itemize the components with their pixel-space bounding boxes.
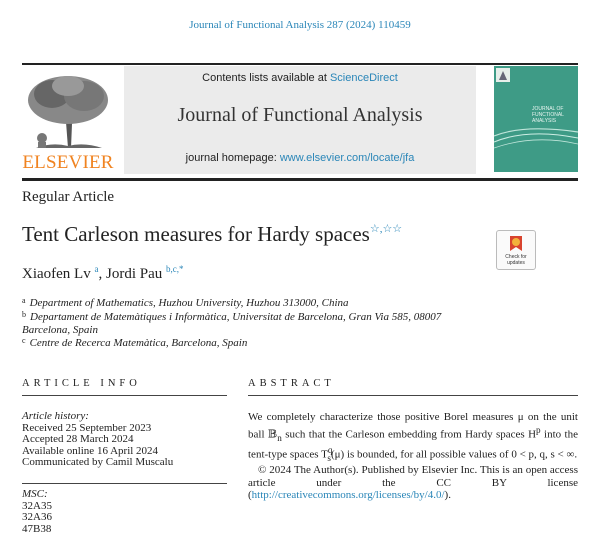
abstract-superscript: p [536,424,541,435]
msc-code: 47B38 [22,522,52,535]
copyright-text: © 2024 The Author(s). Published by Elsevier Inc. This is an open access article under the CC BY license ( [248,464,578,502]
header-top-rule [22,63,578,65]
affiliation-mark: a [22,296,26,305]
author-affiliation-marks[interactable]: b,c,* [165,264,184,274]
abstract-text: We completely characterize those positive Borel measures μ on the unit ball 𝔹 [248,411,578,441]
article-title [22,222,402,247]
affiliation-mark: c [22,336,26,345]
affiliation [22,334,482,350]
article-info-rule [22,395,227,396]
copyright-paragraph [248,464,578,502]
history-line: Available online 16 April 2024 [22,444,159,457]
abstract-text: such that the Carleson embedding from Hardy spaces H [281,428,537,441]
msc-code: 32A36 [22,511,52,523]
check-updates-label: Check for updates [505,254,527,266]
abstract-text: (μ) is bounded, for all possible values of 0 < p, q, s < ∞. [330,448,578,461]
article-history [22,411,232,469]
author-affiliation-marks[interactable]: a [94,264,99,274]
contents-line [124,72,476,84]
title-footnote-marks[interactable]: ☆,☆☆ [369,223,403,235]
msc-codes [22,489,232,535]
journal-homepage-link[interactable]: www.elsevier.com/locate/jfa [279,152,415,164]
history-line: Communicated by Camil Muscalu [22,456,174,468]
affiliation-text: Department of Mathematics, Huzhou University, Huzhou 313000, China [29,297,349,309]
abstract-rule [248,395,578,396]
affiliation-text: Departament de Matemàtiques i Informàtica, Universitat de Barcelona, Gran Via 585, 08007 Barcelona, Spain [22,311,442,336]
article-title-text: Tent Carleson measures for Hardy spaces [22,222,370,246]
affiliation-mark: b [22,310,26,319]
affiliation [22,308,482,337]
abstract-body [248,411,578,502]
sciencedirect-link[interactable]: ScienceDirect [329,72,398,84]
history-line: Received 25 September 2023 [22,421,152,434]
abstract-heading: ABSTRACT [248,378,335,389]
abstract-subscript: n [277,432,282,443]
article-type: Regular Article [22,189,115,205]
history-line: Accepted 28 March 2024 [22,433,134,445]
abstract-text: into the tent-type spaces T [248,428,578,461]
contents-prefix: Contents lists available at [202,72,330,84]
author-name[interactable]: Xiaofen Lv [22,266,91,282]
history-label: Article history: [22,410,89,422]
msc-rule [22,483,227,484]
abstract-superscript: q [327,444,333,455]
copyright-text: ). [444,489,451,502]
abstract-paragraph [248,411,578,464]
homepage-prefix: journal homepage: [185,152,280,164]
header-bottom-rule [22,178,578,181]
journal-cover-thumbnail[interactable] [494,66,578,172]
article-info-heading: ARTICLE INFO [22,378,141,389]
elsevier-wordmark: ELSEVIER [22,152,114,173]
license-link[interactable]: http://creativecommons.org/licenses/by/4.0/ [251,489,445,502]
affiliation-text: Centre de Recerca Matemàtica, Barcelona, Spain [29,337,248,349]
msc-label: MSC: [22,488,48,500]
author-list [22,264,183,283]
author-name[interactable]: Jordi Pau [105,266,163,282]
msc-code: 32A35 [22,499,52,512]
homepage-line [124,152,476,164]
abstract-subscript: s [327,452,331,463]
journal-title: Journal of Functional Analysis [177,104,423,126]
journal-citation[interactable]: Journal of Functional Analysis 287 (2024) 110459 [189,19,411,31]
cover-title: JOURNAL OF FUNCTIONAL ANALYSIS [532,106,564,124]
author-separator: , [98,266,106,282]
